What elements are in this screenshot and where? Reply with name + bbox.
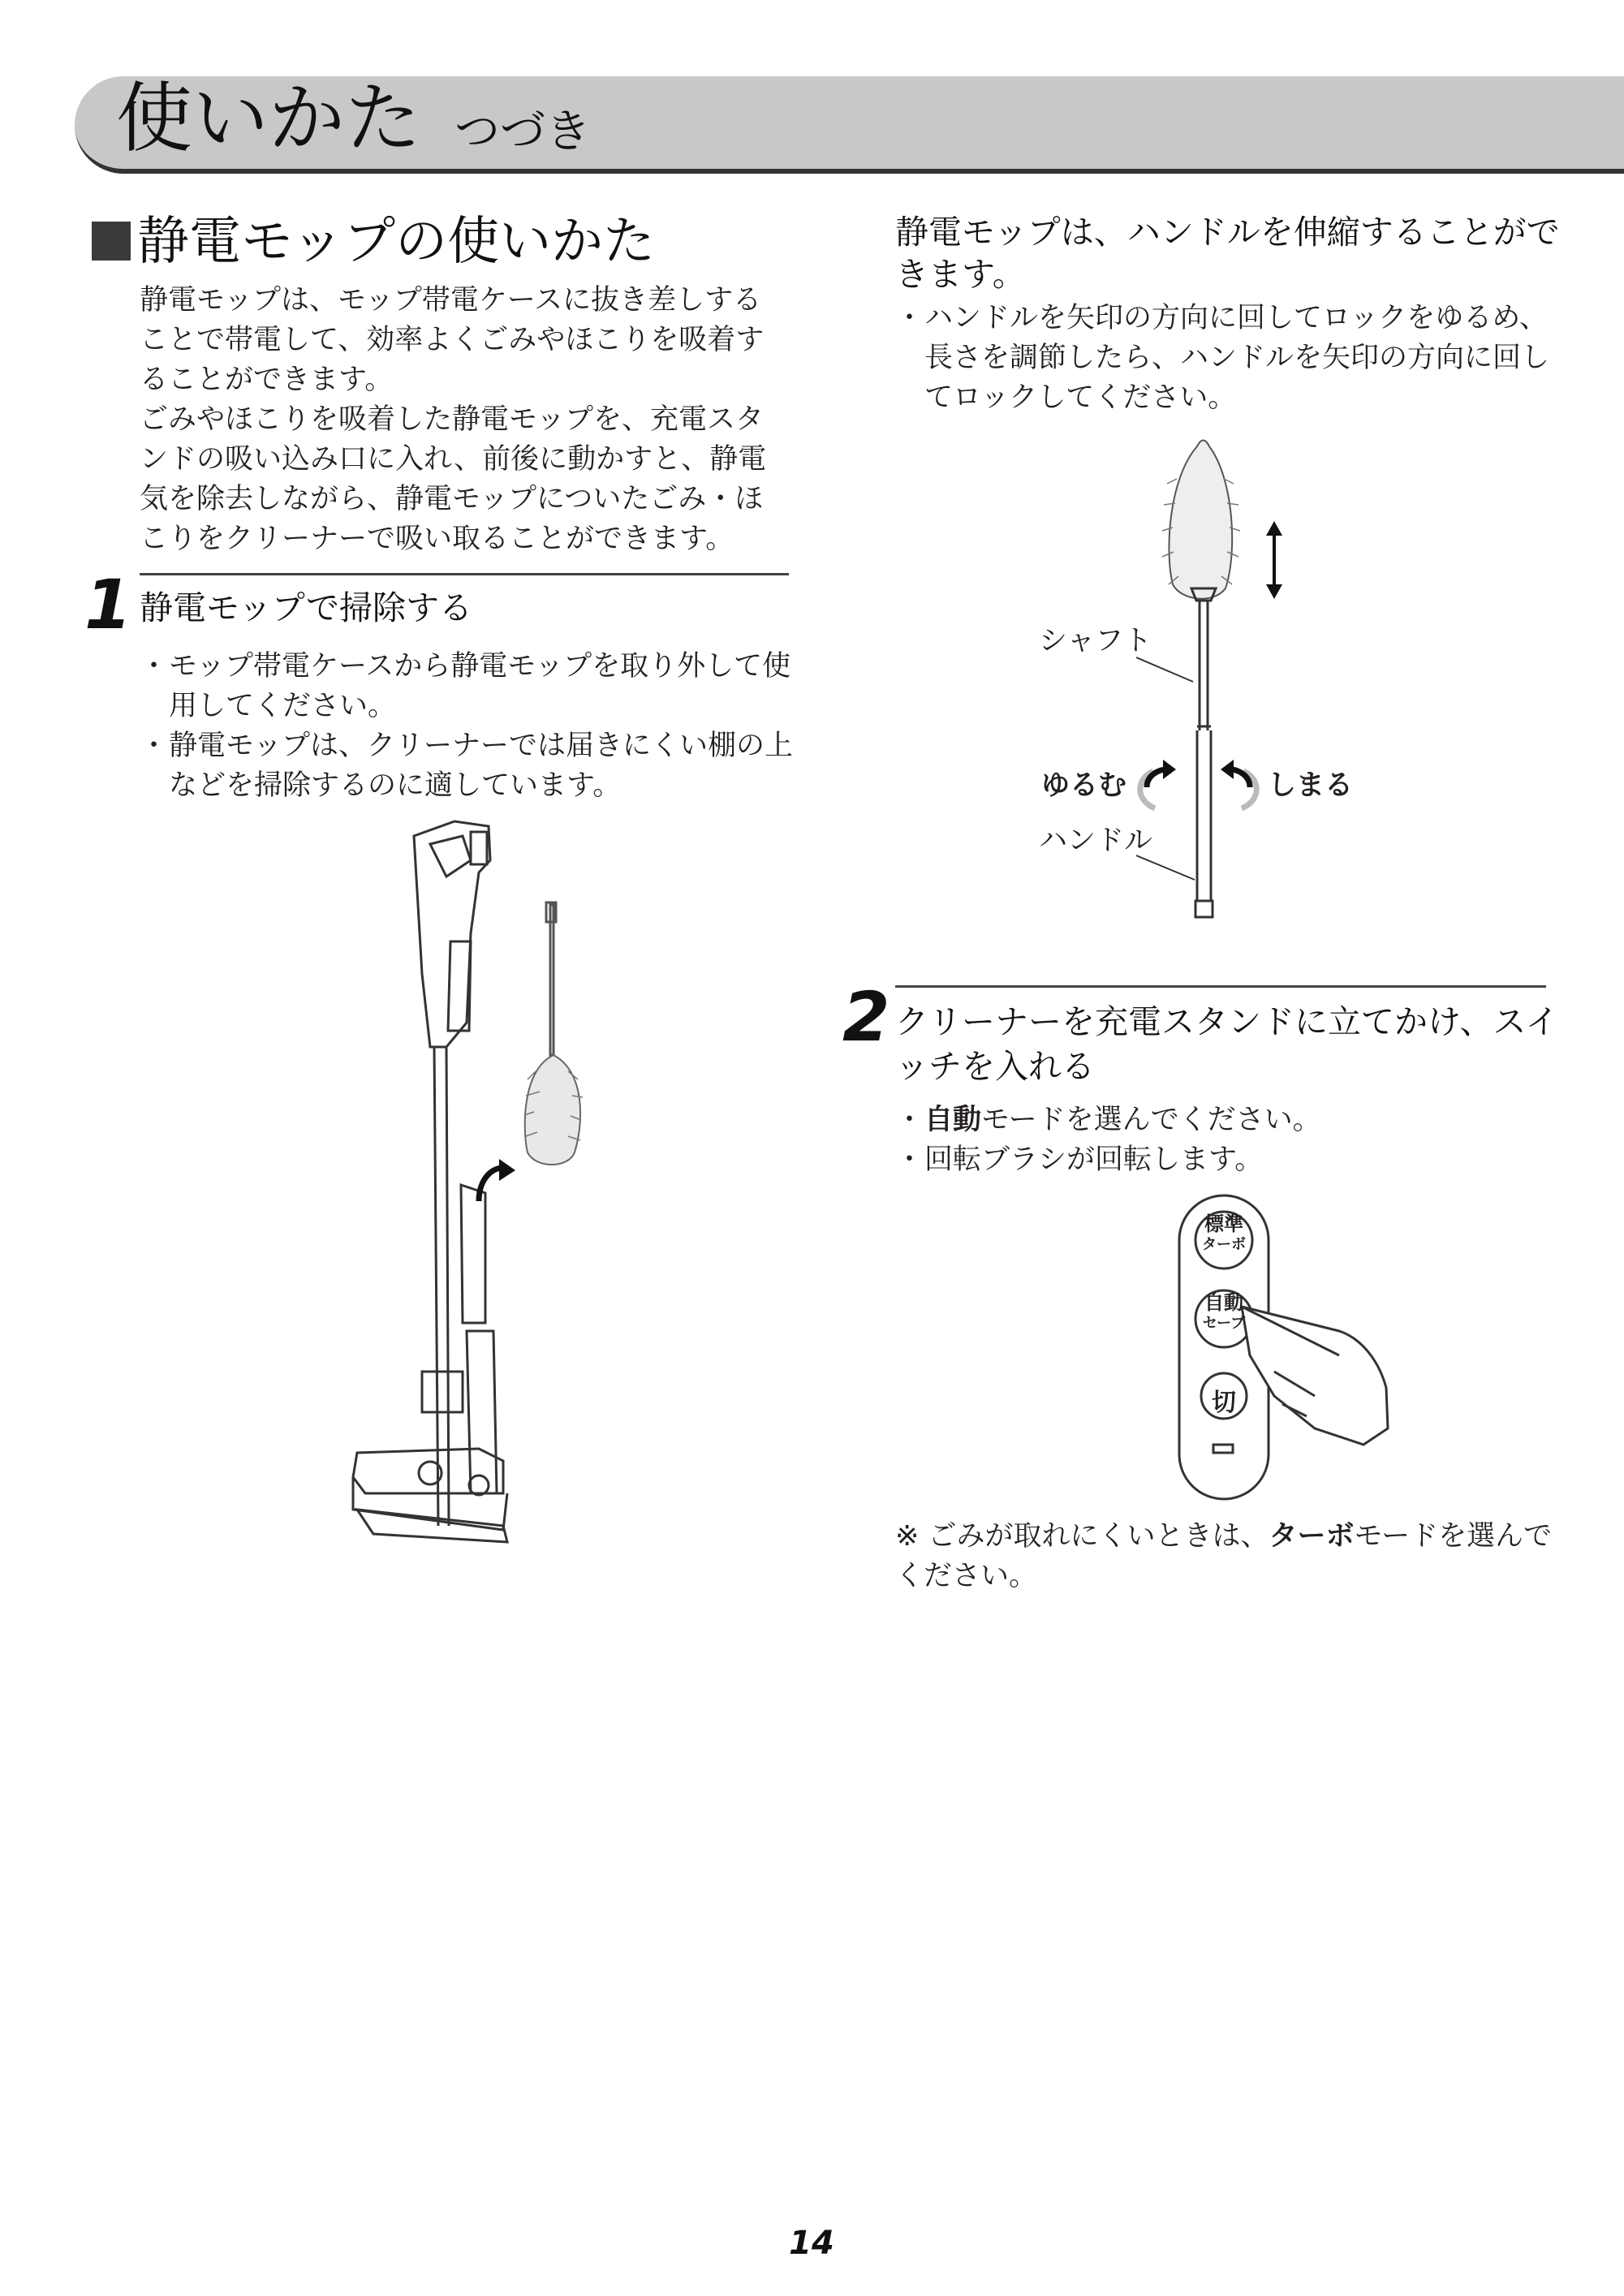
bullet-item: ・ 回転ブラシが回転します。 xyxy=(895,1140,1561,1180)
section-heading xyxy=(92,209,655,274)
step-number: 1 xyxy=(84,565,132,644)
section-title: 静電モップの使いかた xyxy=(137,212,656,272)
page-number: 14 xyxy=(789,2225,834,2262)
button-label-line: ターボ xyxy=(1202,1236,1246,1253)
shaft-leader-line xyxy=(1136,649,1201,690)
tighten-arrow-icon xyxy=(1217,755,1266,812)
vacuum-mop-illustration xyxy=(341,812,601,1558)
step-title: クリーナーを充電スタンドに立てかけ、スイッチを入れる xyxy=(895,1002,1559,1086)
button-label-line: セーブ xyxy=(1202,1315,1246,1332)
handle-heading: 静電モップは、ハンドルを伸縮することができます。 xyxy=(895,213,1560,294)
button-label-line: 自動 xyxy=(1204,1291,1243,1314)
section-intro xyxy=(140,281,789,559)
mode-turbo-emphasis: ターボ xyxy=(1269,1520,1355,1553)
handle-leader-line xyxy=(1136,847,1201,888)
tighten-label: しまる xyxy=(1268,769,1354,802)
loosen-arrow-icon xyxy=(1131,755,1179,812)
handle-label: ハンドル xyxy=(1039,825,1153,857)
auto-button-label xyxy=(1200,1292,1248,1334)
turbo-button-label xyxy=(1200,1213,1248,1256)
bullet-item: ・ 静電モップは、クリーナーでは届きにくい棚の上などを掃除するのに適しています。 xyxy=(140,726,799,806)
off-button-label: 切 xyxy=(1212,1389,1236,1417)
page-subtitle: つづき xyxy=(454,106,591,158)
step-divider xyxy=(140,573,789,575)
button-label-line: 標準 xyxy=(1204,1213,1243,1235)
note-rest: モードを選んでください。 xyxy=(895,1520,1553,1592)
note-prefix: ※ ごみが取れにくいときは、 xyxy=(895,1520,1269,1553)
page-title: 使いかた xyxy=(116,75,422,163)
bullet-item: ・ ハンドルを矢印の方向に回してロックをゆるめ、長さを調節したら、ハンドルを矢印の方向に回してロックしてください。 xyxy=(895,299,1561,418)
step1-bullets xyxy=(140,647,799,806)
shaft-label: シャフト xyxy=(1039,625,1152,657)
square-bullet-icon xyxy=(92,222,131,261)
intro-paragraph: 静電モップは、モップ帯電ケースに抜き差しすることで帯電して、効率よくごみやほこりを吸着することができます。 xyxy=(140,284,765,396)
step-divider xyxy=(895,985,1546,988)
loosen-label: ゆるむ xyxy=(1041,769,1127,802)
step-title: 静電モップで掃除する xyxy=(140,588,472,627)
step2-bullets xyxy=(895,1101,1561,1180)
mode-auto-emphasis: 自動 xyxy=(924,1104,982,1136)
turbo-note xyxy=(895,1517,1561,1596)
intro-paragraph: ごみやほこりを吸着した静電モップを、充電スタンドの吸い込み口に入れ、前後に動かすと、静電気を除去しながら、静電モップについたごみ・ほこりをクリーナーで吸い取ることができます。 xyxy=(140,403,767,555)
handle-bullets xyxy=(895,299,1561,418)
bullet-item: ・ モップ帯電ケースから静電モップを取り外して使用してください。 xyxy=(140,647,799,726)
step-number: 2 xyxy=(842,977,890,1057)
bullet-text: モードを選んでください。 xyxy=(981,1104,1321,1136)
bullet-item xyxy=(895,1101,1561,1140)
